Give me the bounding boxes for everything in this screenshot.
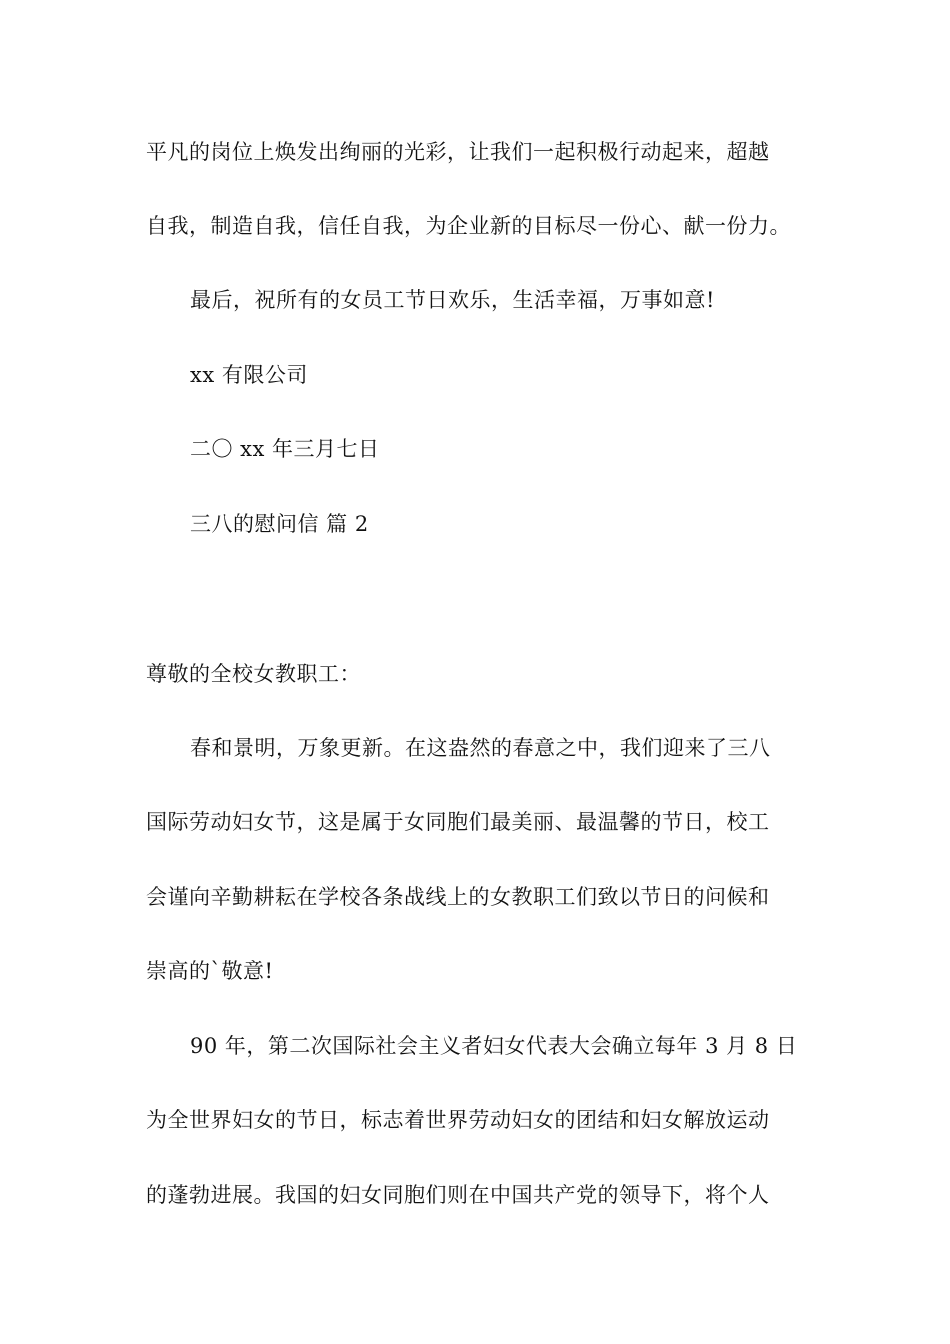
closing-wishes: 最后，祝所有的女员工节日欢乐，生活幸福，万事如意! xyxy=(190,288,715,312)
salutation: 尊敬的全校女教职工： xyxy=(146,662,361,686)
text-line: 平凡的岗位上焕发出绚丽的光彩，让我们一起积极行动起来，超越 xyxy=(146,140,770,164)
text-line: 自我，制造自我，信任自我，为企业新的目标尽一份心、献一份力。 xyxy=(146,214,791,238)
letter-date: 二〇 xx 年三月七日 xyxy=(190,437,380,461)
text-line: 90 年，第二次国际社会主义者妇女代表大会确立每年 3 月 8 日 xyxy=(190,1034,798,1058)
section-heading: 三八的慰问信 篇 2 xyxy=(190,512,369,536)
text-line: 国际劳动妇女节，这是属于女同胞们最美丽、最温馨的节日，校工 xyxy=(146,810,770,834)
text-line: 会谨向辛勤耕耘在学校各条战线上的女教职工们致以节日的问候和 xyxy=(146,885,770,909)
text-line: 的蓬勃进展。我国的妇女同胞们则在中国共产党的领导下，将个人 xyxy=(146,1183,770,1207)
company-signature: xx 有限公司 xyxy=(190,363,308,387)
text-line: 崇高的`敬意! xyxy=(146,959,274,983)
text-line: 春和景明，万象更新。在这盎然的春意之中，我们迎来了三八 xyxy=(190,736,771,760)
text-line: 为全世界妇女的节日，标志着世界劳动妇女的团结和妇女解放运动 xyxy=(146,1108,770,1132)
